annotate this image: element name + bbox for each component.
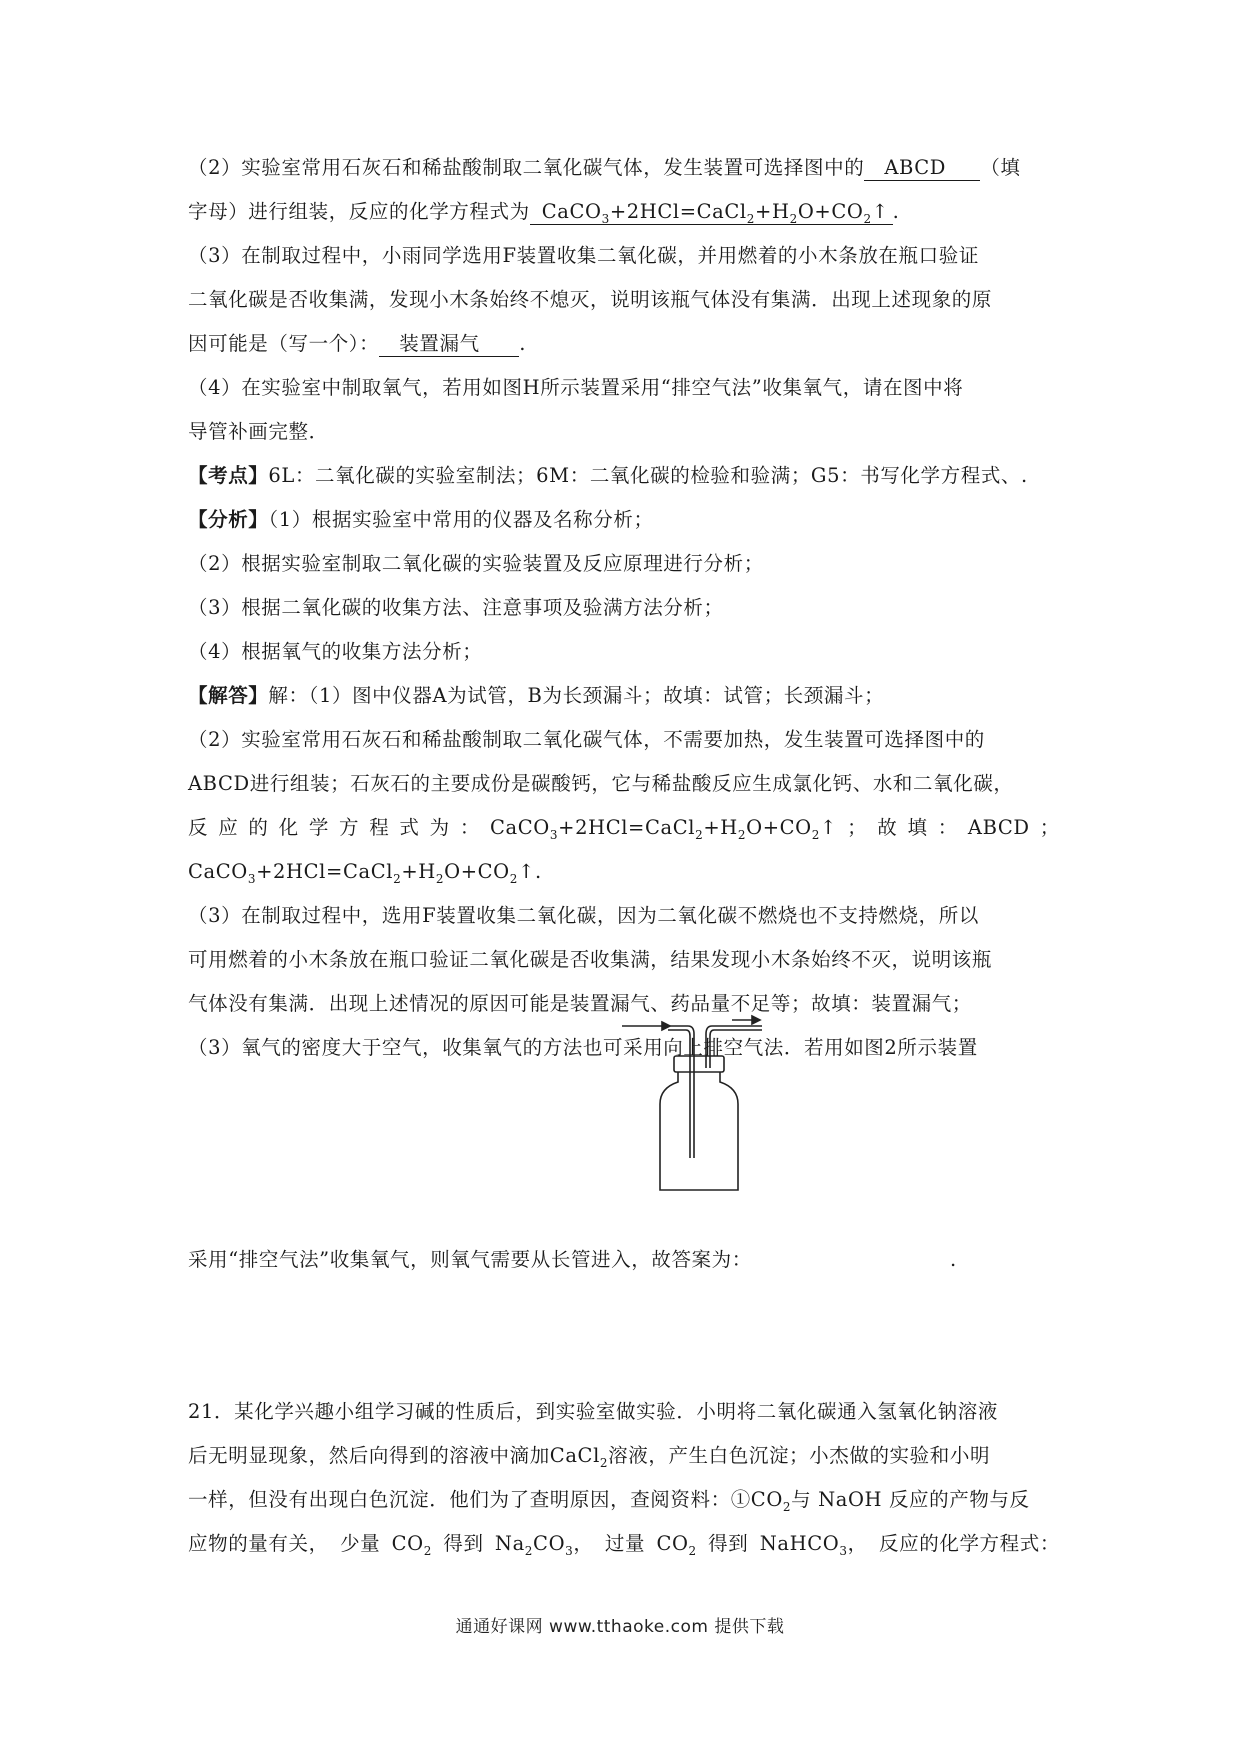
section-tag-kaodian: 【考点】: [188, 464, 269, 487]
text-run: $CO_2$: [391, 1532, 432, 1558]
text-line: 可用燃着的小木条放在瓶口验证二氧化碳是否收集满，结果发现小木条始终不灭，说明该瓶: [188, 948, 993, 971]
text-line: （2）实验室常用石灰石和稀盐酸制取二氧化碳气体，不需要加热，发生装置可选择图中的: [188, 728, 985, 751]
text-line: （3）在制取过程中，选用F装置收集二氧化碳，因为二氧化碳不燃烧也不支持燃烧，所以: [188, 904, 979, 927]
text-run: $CO_2$: [656, 1532, 697, 1558]
text-line: 气体没有集满．出现上述情况的原因可能是装置漏气、药品量不足等；故填：装置漏气；: [188, 992, 972, 1015]
text-run: 6L：二氧化碳的实验室制法；6M：二氧化碳的检验和验满；G5：书写化学方程式、.: [268, 464, 1028, 487]
text-line: $CaCO_3+2HCl=CaCl_2+H_2O+CO_2↑$.: [188, 860, 542, 886]
text-run: 过量: [604, 1532, 646, 1555]
text-line: （3）在制取过程中，小雨同学选用F装置收集二氧化碳，并用燃着的小木条放在瓶口验证: [188, 244, 979, 267]
text-run: （2）实验室常用石灰石和稀盐酸制取二氧化碳气体，发生装置可选择图中的: [188, 156, 865, 179]
text-run: .: [519, 332, 527, 355]
text-line: （2）根据实验室制取二氧化碳的实验装置及反应原理进行分析；: [188, 552, 764, 575]
text-run: （1）根据实验室中常用的仪器及名称分析；: [268, 508, 654, 531]
text-run: 填: [907, 816, 928, 839]
text-run: 为: [429, 816, 450, 839]
text-run: 的: [248, 816, 269, 839]
text-line: （3）氧气的密度大于空气，收集氧气的方法也可采用向上排空气法．若用如图2所示装置: [188, 1036, 978, 1059]
text-run: 得到: [443, 1532, 484, 1555]
text-line: [188, 330, 526, 358]
text-run: 学: [308, 816, 329, 839]
text-run: ABCD: [967, 816, 1030, 839]
text-run: 少量: [340, 1532, 381, 1555]
text-line: （3）根据二氧化碳的收集方法、注意事项及验满方法分析；: [188, 596, 724, 619]
text-line: （4）根据氧气的收集方法分析；: [188, 640, 483, 663]
text-run: 反: [188, 816, 209, 839]
text-run: 式: [399, 816, 420, 839]
text-run: 方: [339, 816, 360, 839]
text-run: ；: [1039, 816, 1060, 839]
text-line: ABCD进行组装；石灰石的主要成份是碳酸钙，它与稀盐酸反应生成氯化钙、水和二氧化碳，: [188, 772, 1014, 795]
text-run: ；: [847, 816, 868, 839]
page-footer: 通通好课网 www.tthaoke.com 提供下载: [455, 1617, 785, 1637]
text-run: 反应的化学方程式：: [879, 1532, 1060, 1555]
answer-blank: 装置漏气: [379, 332, 519, 357]
section-tag-fenxi: 【分析】: [188, 508, 269, 531]
text-run: NaHCO$_3$，: [759, 1532, 868, 1558]
text-line: [188, 154, 1021, 182]
answer-blank: ABCD: [864, 156, 980, 181]
text-run: 应物的量有关，: [188, 1532, 329, 1555]
text-line: 二氧化碳是否收集满，发现小木条始终不熄灭，说明该瓶气体没有集满．出现上述现象的原: [188, 288, 993, 311]
text-line: [188, 198, 899, 226]
text-line-justified: [188, 1530, 1060, 1558]
text-run: 程: [369, 816, 390, 839]
text-run: 因可能是（写一个）：: [188, 332, 380, 355]
text-line: [188, 462, 1028, 490]
text-line: [188, 506, 654, 534]
text-run: 采用“排空气法”收集氧气，则氧气需要从长管进入，故答案为：: [188, 1248, 752, 1271]
text-run: 得到: [708, 1532, 749, 1555]
section-tag-jieda: 【解答】: [188, 684, 269, 707]
text-run: ：: [459, 816, 480, 839]
text-run: 解：（1）图中仪器A为试管，B为长颈漏斗；故填：试管；长颈漏斗；: [268, 684, 885, 707]
text-run: $Na_2CO_3$，: [494, 1532, 594, 1558]
text-run: 字母）进行组装，反应的化学方程式为: [188, 200, 530, 223]
text-run: $CaCO_3+2HCl=CaCl_2+H_2O+CO_2↑$: [490, 816, 837, 842]
text-line: （4）在实验室中制取氧气，若用如图H所示装置采用“排空气法”收集氧气，请在图中将: [188, 376, 964, 399]
text-line-justified: [188, 814, 1060, 842]
text-run: 故: [877, 816, 898, 839]
text-run: 应: [218, 816, 239, 839]
text-run: （填: [980, 156, 1021, 179]
answer-blank: $CaCO_3+2HCl=CaCl_2+H_2O+CO_2↑$: [530, 200, 893, 225]
text-line: 一样，但没有出现白色沉淀．他们为了查明原因，查阅资料：$①CO_2$与 NaOH 反应的产物与反: [188, 1488, 1030, 1514]
text-line: [188, 1246, 752, 1274]
text-line: 导管补画完整．: [188, 420, 329, 443]
text-line: 后无明显现象，然后向得到的溶液中滴加CaCl$_2$溶液，产生白色沉淀；小杰做的实验和小明: [188, 1444, 991, 1470]
text-run: 化: [278, 816, 299, 839]
text-line: [188, 682, 884, 710]
text-run: ：: [937, 816, 958, 839]
gas-collection-bottle-icon: [620, 1008, 770, 1194]
text-run: .: [950, 1248, 957, 1271]
text-run: .: [892, 200, 900, 223]
text-line: 21．某化学兴趣小组学习碱的性质后，到实验室做实验．小明将二氧化碳通入氢氧化钠溶液: [188, 1400, 998, 1423]
